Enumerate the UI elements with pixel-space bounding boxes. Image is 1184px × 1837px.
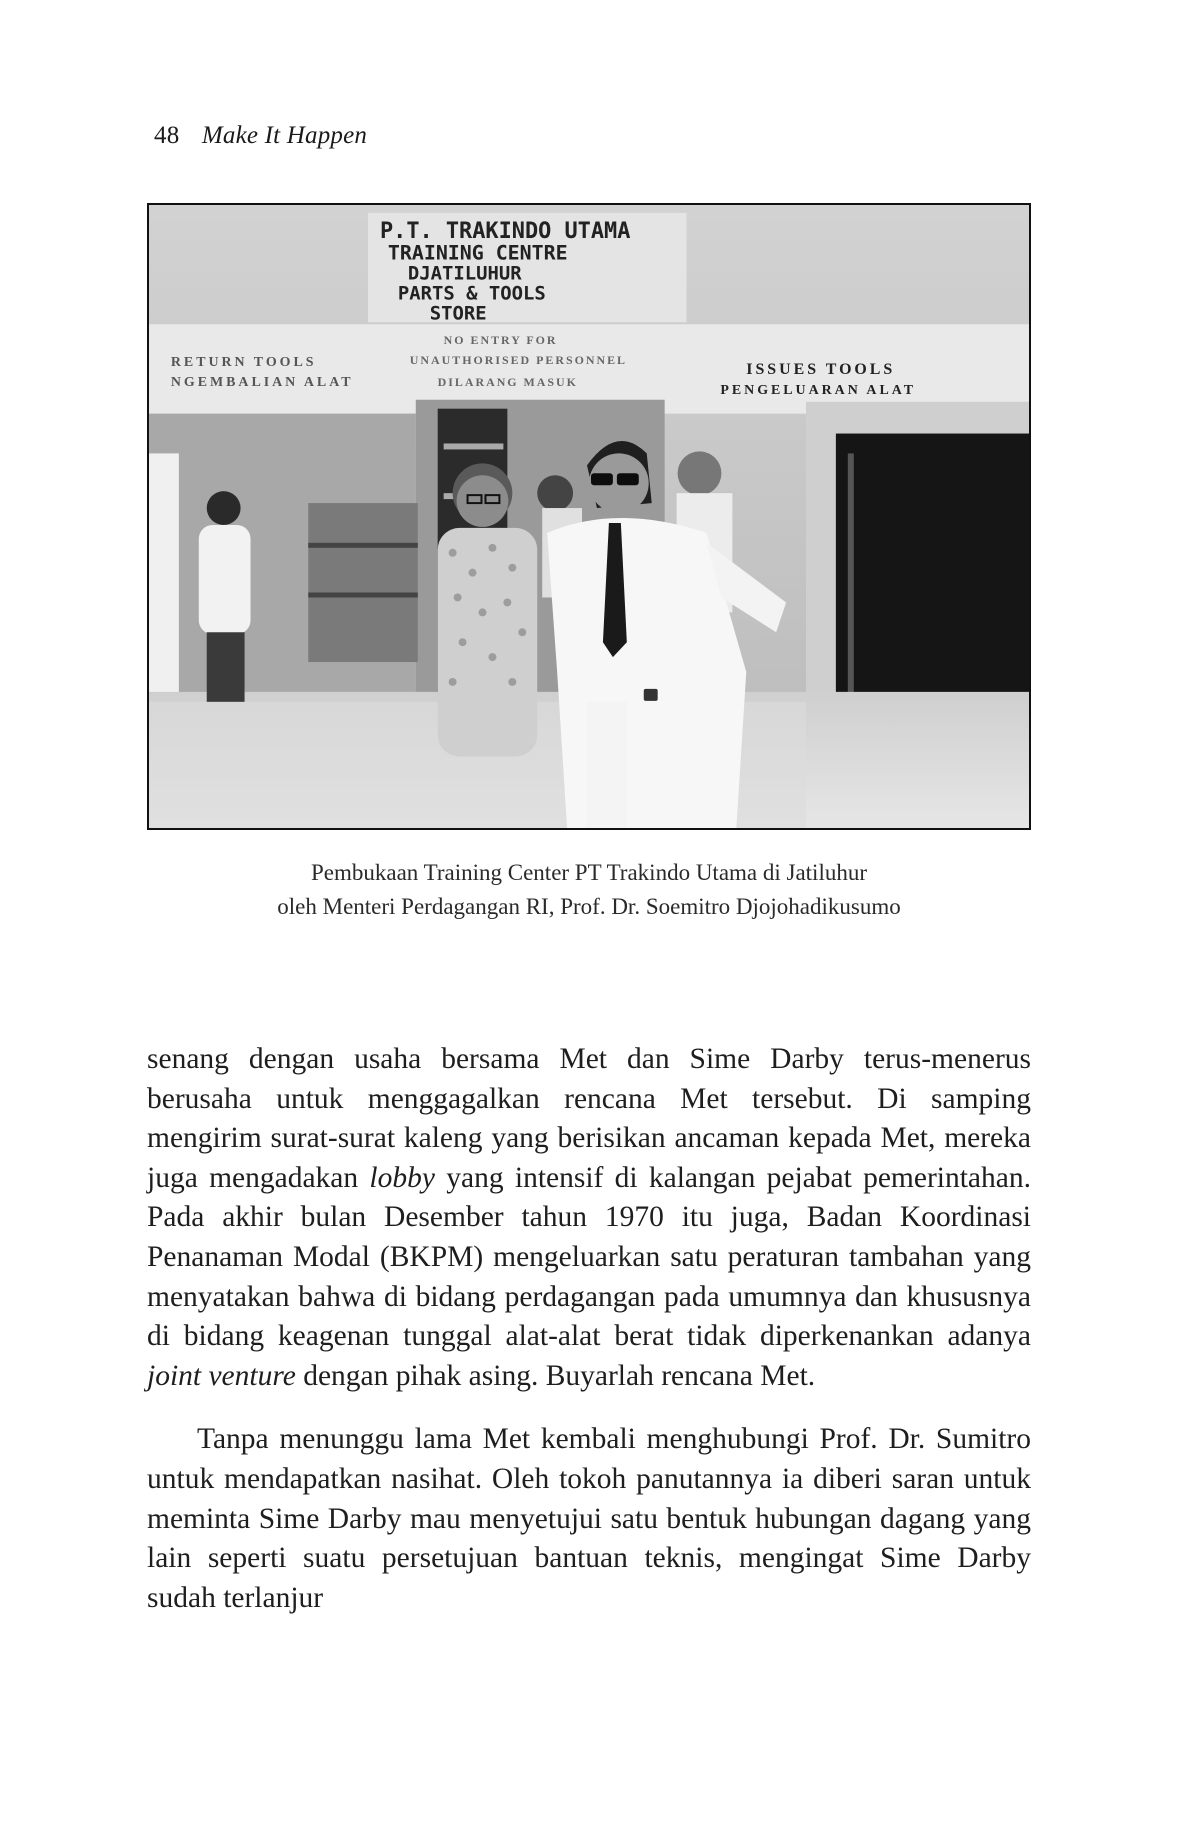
photo-illustration <box>149 205 1029 828</box>
caption-line-1: Pembukaan Training Center PT Trakindo Utama di Jatiluhur <box>310 860 868 885</box>
shelf-board <box>308 593 418 598</box>
sign-line-2: TRAINING CENTRE <box>387 241 568 265</box>
door-frame <box>848 453 854 731</box>
left-wall-edge <box>149 453 179 701</box>
return-sign-line-1: RETURN TOOLS <box>170 354 317 370</box>
paragraph-2: Tanpa menunggu lama Met kembali menghubungi Prof. Dr. Sumitro untuk mendapatkan nasihat. Oleh tokoh panutannya ia diberi saran untuk meminta Sime Darby mau menyetujui satu bentuk hubungan dagang yang lain seperti suatu persetujuan bantuan teknis, mengingat Sime Darby sudah terlanjur <box>147 1423 1031 1614</box>
paragraph-1-part-b: yang intensif di kalangan pejabat pemerintahan. Pada akhir bulan Desember tahun 1970 itu juga, Badan Koordinasi Penanaman Modal (BKPM) mengeluarkan satu peraturan tambahan yang menyatakan bahwa di bidang perdagangan pada umumnya dan khususnya di bidang keagenan tunggal alat-alat berat tidak diperkenankan adanya <box>147 1161 1031 1353</box>
sign-line-1: P.T. TRAKINDO UTAMA <box>379 218 631 244</box>
shelf-board <box>308 543 418 548</box>
paragraph-1-part-c: dengan pihak asing. Buyarlah rencana Met. <box>295 1359 816 1392</box>
sign-line-3: DJATILUHUR <box>407 262 522 285</box>
photo-caption <box>147 856 1031 924</box>
term-joint-venture: joint venture <box>147 1359 296 1392</box>
body-text <box>147 1040 1031 1618</box>
sign-line-4: PARTS & TOOLS <box>397 282 546 305</box>
left-shelving <box>308 503 418 662</box>
return-sign-line-2: NGEMBALIAN ALAT <box>170 374 354 390</box>
noentry-sign-line-3: DILARANG MASUK <box>437 374 578 389</box>
issues-sign-line-1: ISSUES TOOLS <box>746 360 896 378</box>
sign-line-5: STORE <box>429 302 487 325</box>
person-right-back <box>678 451 722 495</box>
noentry-sign-line-2: UNAUTHORISED PERSONNEL <box>409 352 628 367</box>
paragraph-1-part-a: senang dengan usaha bersama Met dan Sime Darby terus-menerus berusaha untuk menggagalkan rencana Met tersebut. Di samping mengirim surat-surat kaleng yang berisikan ancaman kepada Met, mereka juga mengadakan <box>147 1043 1031 1194</box>
caption-line-2: oleh Menteri Perdagangan RI, Prof. Dr. Soemitro Djojohadikusumo <box>277 894 901 919</box>
noentry-sign-line-1: NO ENTRY FOR <box>443 333 558 348</box>
term-lobby: lobby <box>369 1161 435 1194</box>
paragraph-1 <box>147 1040 1031 1396</box>
book-title: Make It Happen <box>201 122 368 149</box>
shelf-board <box>444 443 504 449</box>
person-background <box>537 475 573 511</box>
page-number: 48 <box>154 122 180 149</box>
photograph <box>147 203 1031 830</box>
running-head <box>154 122 367 150</box>
right-door-opening <box>836 434 1029 732</box>
paper-roll <box>587 702 627 828</box>
issues-sign-line-2: PENGELUARAN ALAT <box>720 382 917 398</box>
